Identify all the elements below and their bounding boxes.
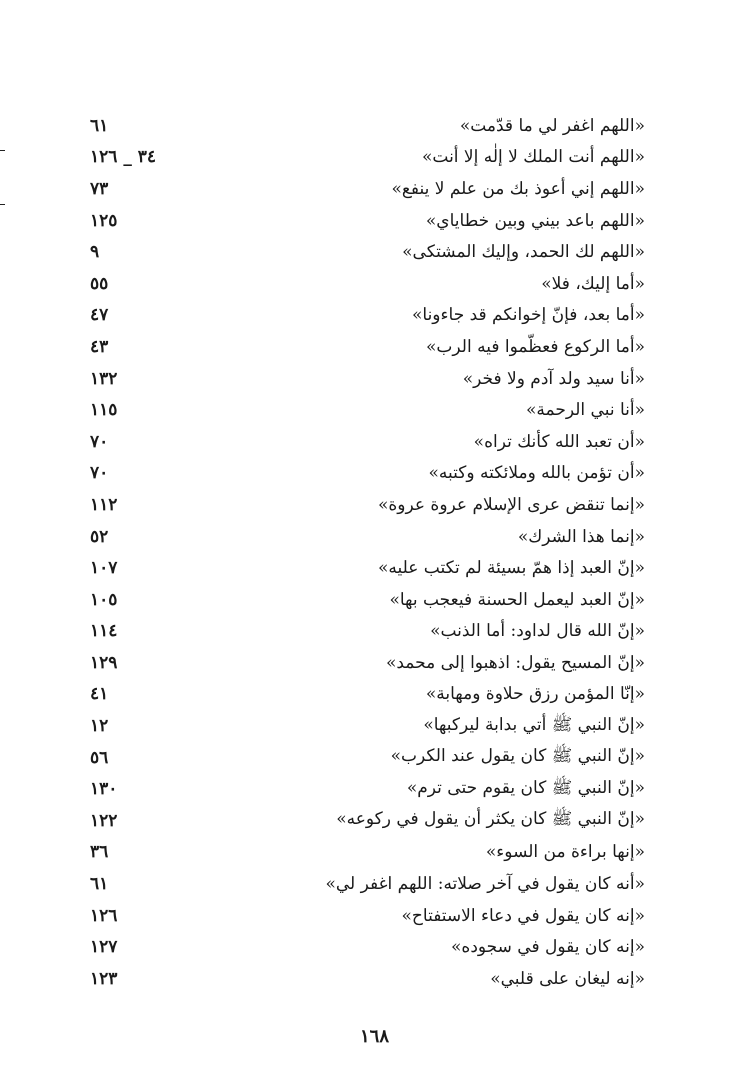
hadith-text: «إنه كان يقول في سجوده» <box>451 937 645 958</box>
page-reference: ١١٢ <box>90 494 118 515</box>
hadith-text: «إنّ النبي ﷺ كان يقول عند الكرب» <box>390 746 645 767</box>
hadith-text: «إنه كان يقول في دعاء الاستفتاح» <box>401 905 645 926</box>
page-reference: ١٢٩ <box>90 652 118 673</box>
page-reference: ٧٣ <box>90 178 109 199</box>
page-reference: ١٢٣ <box>90 968 118 989</box>
index-entry <box>90 552 645 584</box>
page-reference: ٤٣ <box>90 336 109 357</box>
index-entry <box>90 394 645 426</box>
page-reference: ٥٢ <box>90 526 109 547</box>
hadith-text: «إنّ النبي ﷺ كان يقوم حتى ترم» <box>406 777 645 798</box>
page-reference: ٤٧ <box>90 305 109 326</box>
hadith-text: «إنّ العبد إذا همّ بسيئة لم تكتب عليه» <box>377 558 645 579</box>
index-entry <box>90 742 645 774</box>
hadith-text: «اللهم لك الحمد، وإليك المشتكى» <box>402 242 645 263</box>
margin-mark <box>0 150 5 151</box>
index-entry <box>90 521 645 553</box>
margin-mark <box>0 204 5 205</box>
page-reference: ١٠٧ <box>90 558 118 579</box>
index-entry <box>90 710 645 742</box>
index-entry <box>90 363 645 395</box>
page-reference: ٩ <box>90 242 100 263</box>
page-reference: ٦١ <box>90 115 109 136</box>
hadith-text: «أن تعبد الله كأنك تراه» <box>473 431 645 452</box>
hadith-text: «إنّ النبي ﷺ أتي بدابة ليركبها» <box>423 714 645 735</box>
index-entry <box>90 837 645 869</box>
hadith-text: «أما الركوع فعظّموا فيه الرب» <box>426 336 645 357</box>
index-entry <box>90 110 645 142</box>
hadith-text: «أما إليك، فلا» <box>541 273 645 294</box>
page-reference: ١٢٦ <box>90 905 118 926</box>
page-reference: ١٣٠ <box>90 779 118 800</box>
index-entry <box>90 773 645 805</box>
hadith-text: «اللهم أنت الملك لا إلٰه إلا أنت» <box>421 147 645 168</box>
page-reference: ١١٤ <box>90 621 118 642</box>
hadith-text: «اللهم باعد بيني وبين خطاياي» <box>425 210 645 231</box>
page-reference: ٤١ <box>90 684 109 705</box>
page-reference: ١٠٥ <box>90 589 118 610</box>
hadith-index-list <box>90 110 645 995</box>
hadith-text: «إنّ الله قال لداود: أما الذنب» <box>430 621 645 642</box>
page-reference: ٧٠ <box>90 463 109 484</box>
hadith-text: «إنّ النبي ﷺ كان يكثر أن يقول في ركوعه» <box>336 809 645 830</box>
hadith-text: «أما بعد، فإنّ إخوانكم قد جاءونا» <box>412 305 645 326</box>
hadith-text: «أنا سيد ولد آدم ولا فخر» <box>462 368 645 389</box>
index-entry <box>90 205 645 237</box>
index-entry <box>90 300 645 332</box>
page-reference: ٥٦ <box>90 747 109 768</box>
index-entry <box>90 931 645 963</box>
index-entry <box>90 868 645 900</box>
page-reference: ١٢٧ <box>90 937 118 958</box>
page-reference: ٧٠ <box>90 431 109 452</box>
hadith-text: «إنّ المسيح يقول: اذهبوا إلى محمد» <box>385 652 645 673</box>
hadith-text: «اللهم إني أعوذ بك من علم لا ينفع» <box>391 178 645 199</box>
index-entry <box>90 142 645 174</box>
index-entry <box>90 584 645 616</box>
page-reference: ١٢ <box>90 716 109 737</box>
page-reference: ٣٦ <box>90 842 109 863</box>
page-reference: ٦١ <box>90 874 109 895</box>
index-entry <box>90 963 645 995</box>
hadith-text: «أن تؤمن بالله وملائكته وكتبه» <box>428 463 645 484</box>
hadith-text: «إنها براءة من السوء» <box>485 842 645 863</box>
index-entry <box>90 236 645 268</box>
index-entry <box>90 900 645 932</box>
hadith-text: «إنّا المؤمن رزق حلاوة ومهابة» <box>425 684 645 705</box>
page-reference: ١٣٢ <box>90 368 118 389</box>
hadith-text: «أنه كان يقول في آخر صلاته: اللهم اغفر لي» <box>325 874 645 895</box>
hadith-text: «إنه ليغان على قلبي» <box>490 968 645 989</box>
page-reference: ٥٥ <box>90 273 109 294</box>
page-number: ١٦٨ <box>359 1026 389 1047</box>
index-entry <box>90 268 645 300</box>
page-reference: ١٢٥ <box>90 210 118 231</box>
hadith-text: «اللهم اغفر لي ما قدّمت» <box>459 115 645 136</box>
index-entry <box>90 458 645 490</box>
index-entry <box>90 426 645 458</box>
page-reference: ١٢٢ <box>90 810 118 831</box>
index-entry <box>90 679 645 711</box>
index-entry <box>90 173 645 205</box>
hadith-text: «إنما تنقض عرى الإسلام عروة عروة» <box>377 494 645 515</box>
hadith-text: «أنا نبي الرحمة» <box>525 400 645 421</box>
index-entry <box>90 805 645 837</box>
hadith-text: «إنما هذا الشرك» <box>517 526 645 547</box>
index-entry <box>90 489 645 521</box>
index-entry <box>90 647 645 679</box>
index-entry <box>90 331 645 363</box>
page-reference: ١١٥ <box>90 400 118 421</box>
hadith-text: «إنّ العبد ليعمل الحسنة فيعجب بها» <box>389 589 645 610</box>
page-reference: ٣٤ _ ١٢٦ <box>90 147 157 168</box>
index-entry <box>90 616 645 648</box>
